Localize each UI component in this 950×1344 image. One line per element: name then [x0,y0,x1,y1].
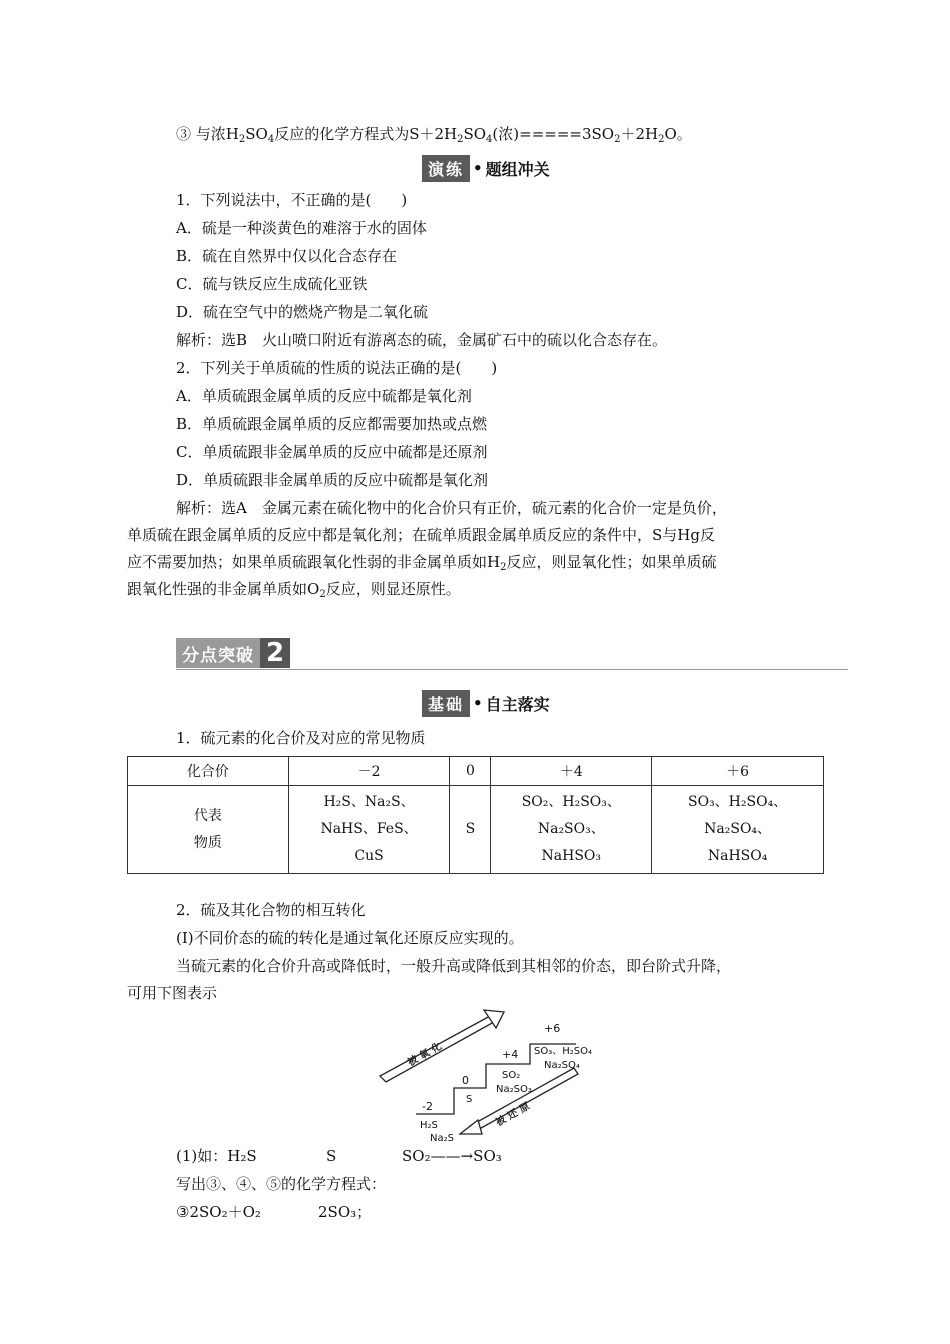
species-s: S [466,1094,473,1105]
species-h2s: H₂S [420,1120,438,1131]
example-line: (1)如：H₂S S SO₂——→SO₃ [176,1147,502,1165]
valence-zero: 0 [462,1074,469,1087]
q1-option-d: D．硫在空气中的燃烧产物是二氧化硫 [176,303,429,321]
valence-neg2: -2 [422,1100,433,1113]
q2-option-a: A．单质硫跟金属单质的反应中硫都是氧化剂 [176,387,472,405]
species-na2so4: Na₂SO₄ [544,1060,580,1071]
table-header-cell: 化合价 [128,757,289,786]
q2-analysis-3: 应不需要加热；如果单质硫跟氧化性弱的非金属单质如$H_2$反应，则显氧化性；如果单质硫 [127,553,717,573]
item2-paragraph-1: 当硫元素的化合价升高或降低时，一般升高或降低到其相邻的价态，即台阶式升降， [176,957,732,975]
species-so3-h2so4: SO₃、H₂SO₄ [534,1046,592,1057]
q1-stem: 1．下列说法中，不正确的是( ) [176,191,408,209]
q2-option-d: D．单质硫跟非金属单质的反应中硫都是氧化剂 [176,471,489,489]
intro-equation-line: ③ 与浓$H_2SO_4$反应的化学方程式为$S+2H_2SO_4$(浓)$=====3SO_2+2H_2O$。 [176,125,692,145]
reduction-label: 被 还 原 [494,1101,532,1129]
table-cell-pos6: SO₃、H₂SO₄、 Na₂SO₄、 NaHSO₄ [652,786,824,874]
species-so2: SO₂ [502,1070,521,1081]
item2-paragraph-2: 可用下图表示 [127,984,218,1002]
item1-title: 1．硫元素的化合价及对应的常见物质 [176,729,426,747]
species-na2s: Na₂S [430,1133,454,1144]
valence-table [127,756,824,874]
valence-pos4: +4 [502,1048,519,1061]
section-divider [176,669,848,670]
table-row-label: 代表 物质 [128,786,289,874]
q2-analysis-1: 解析：选A 金属元素在硫化物中的化合价只有正价，硫元素的化合价一定是负价， [176,499,727,517]
q2-option-c: C．单质硫跟非金属单质的反应中硫都是还原剂 [176,443,488,461]
valence-pos6: +6 [544,1022,561,1035]
basics-header-title: 自主落实 [485,694,550,714]
table-header-cell: ＋6 [652,757,824,786]
table-header-cell: ＋4 [491,757,652,786]
write-equations-prompt: 写出③、④、⑤的化学方程式： [176,1175,387,1193]
section-banner [176,638,290,668]
item2-title: 2．硫及其化合物的相互转化 [176,901,366,919]
item2-subtitle: (Ⅰ)不同价态的硫的转化是通过氧化还原反应实现的。 [176,929,524,947]
practice-header-box: 演练 [422,155,470,182]
basics-header-box: 基础 [422,690,470,717]
q2-analysis-4: 跟氧化性强的非金属单质如$O_2$反应，则显还原性。 [127,580,461,600]
table-header-cell: －2 [288,757,450,786]
q2-stem: 2．下列关于单质硫的性质的说法正确的是( ) [176,359,498,377]
q2-analysis-2: 单质硫在跟金属单质的反应中都是氧化剂；在硫单质跟金属单质反应的条件中，S与Hg反 [127,526,715,544]
valence-staircase-diagram [378,1010,608,1144]
table-cell-pos4: SO₂、H₂SO₃、 Na₂SO₃、 NaHSO₃ [491,786,652,874]
table-row [128,786,824,874]
practice-header: 演练 • 题组冲关 [422,153,550,183]
oxidation-label: 被 氧 化 [406,1041,444,1069]
table-cell-neg2: H₂S、Na₂S、 NaHS、FeS、 CuS [288,786,450,874]
q1-option-c: C．硫与铁反应生成硫化亚铁 [176,275,368,293]
table-header-cell: 0 [450,757,491,786]
section-banner-number: 2 [260,638,290,668]
practice-header-title: 题组冲关 [485,159,550,179]
q1-option-a: A．硫是一种淡黄色的难溶于水的固体 [176,219,427,237]
equation-3: ③2SO₂＋O₂ 2SO₃； [176,1203,372,1221]
table-header-row [128,757,824,786]
q2-option-b: B．单质硫跟金属单质的反应都需要加热或点燃 [176,415,488,433]
q1-analysis: 解析：选B 火山喷口附近有游离态的硫，金属矿石中的硫以化合态存在。 [176,331,668,349]
basics-header: 基础 • 自主落实 [422,688,550,718]
q1-option-b: B．硫在自然界中仅以化合态存在 [176,247,398,265]
section-banner-label: 分点突破 [176,638,260,668]
species-na2so3: Na₂SO₃ [496,1084,532,1095]
table-cell-zero: S [450,786,491,874]
